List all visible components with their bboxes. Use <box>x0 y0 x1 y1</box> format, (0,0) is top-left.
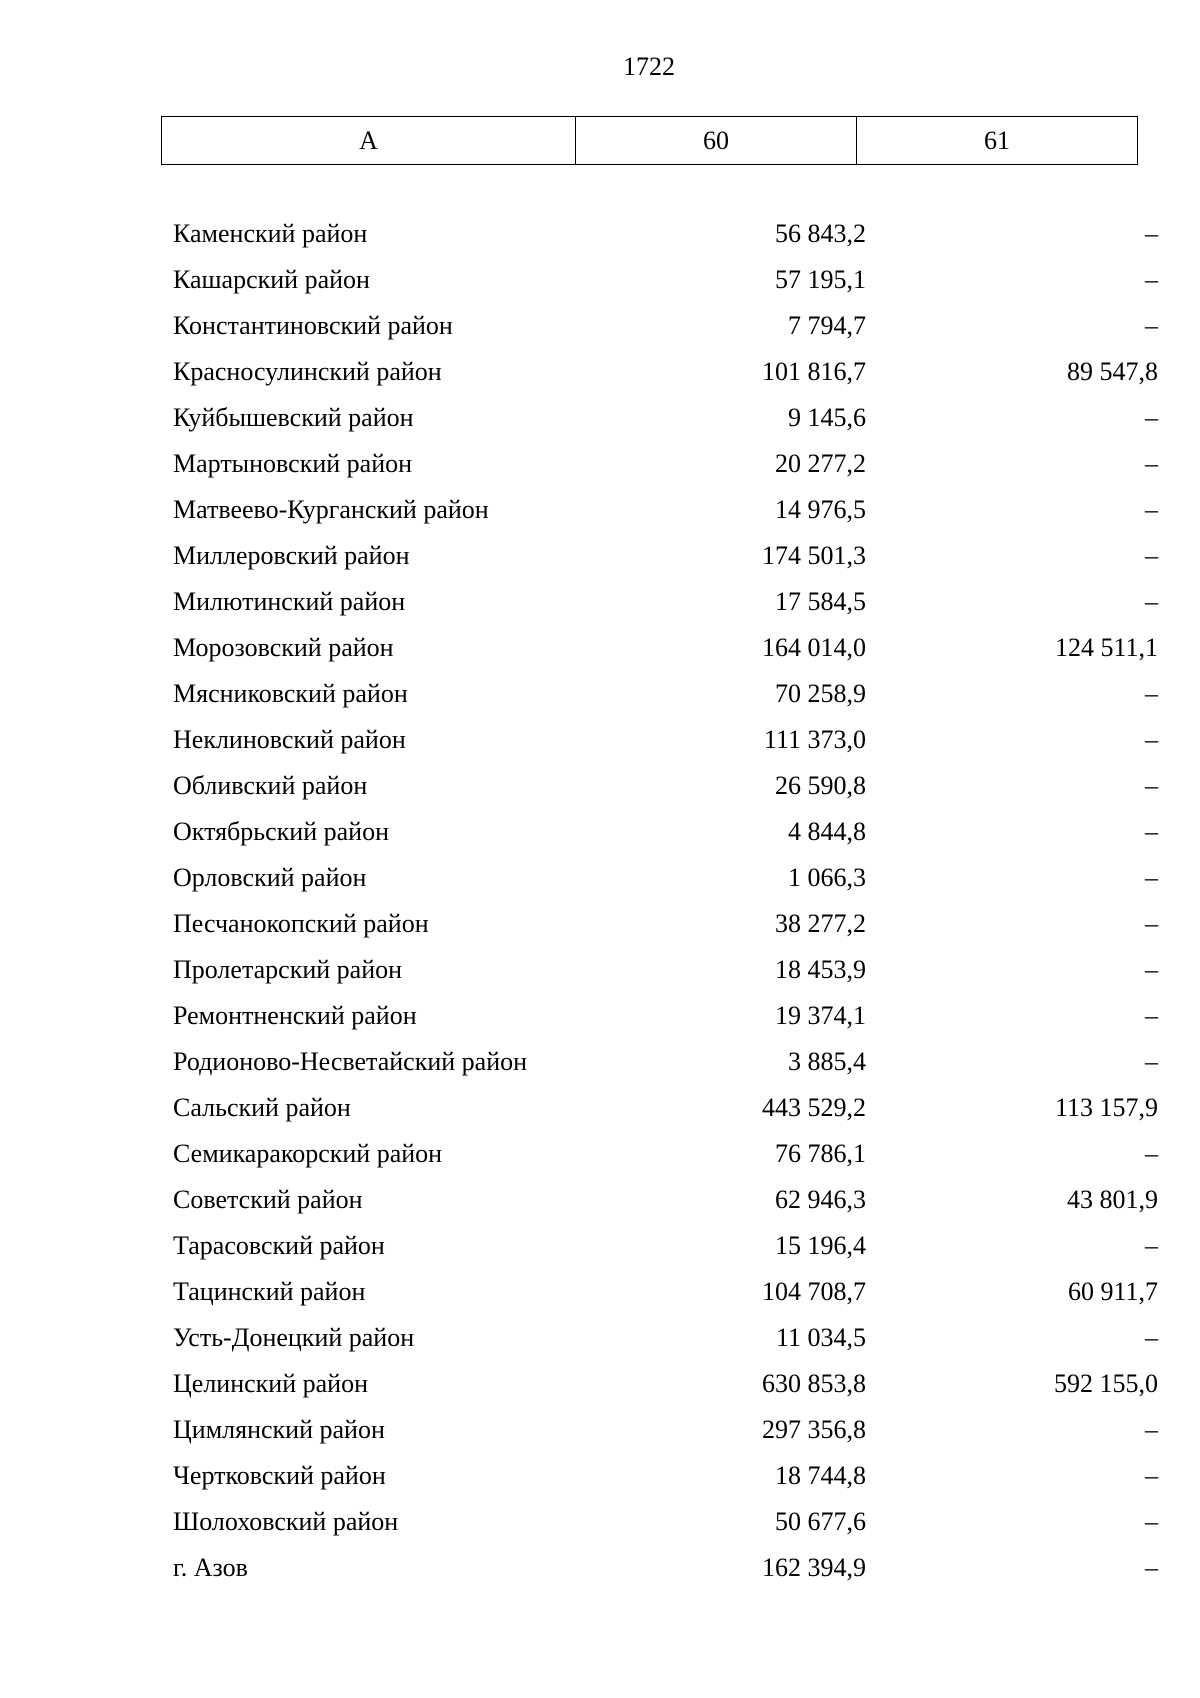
row-name-cell: Пролетарский район <box>173 955 403 984</box>
row-name-cell: Цимлянский район <box>173 1415 385 1444</box>
row-value-61-cell: – <box>1145 817 1158 846</box>
table-row <box>161 487 1170 533</box>
table-row <box>161 993 1170 1039</box>
table-row <box>161 1177 1170 1223</box>
data-table <box>161 211 1170 1591</box>
row-value-60-cell: 70 258,9 <box>775 679 866 708</box>
row-value-61-cell: 113 157,9 <box>1054 1093 1158 1122</box>
row-value-61-cell: 60 911,7 <box>1067 1277 1158 1306</box>
row-name-cell: г. Азов <box>173 1553 248 1582</box>
row-name-cell: Сальский район <box>173 1093 351 1122</box>
row-value-60-cell: 17 584,5 <box>775 587 866 616</box>
row-value-60-cell: 174 501,3 <box>762 541 866 570</box>
row-value-60-cell: 297 356,8 <box>762 1415 866 1444</box>
row-value-61-cell: – <box>1145 1507 1158 1536</box>
row-name-cell: Шолоховский район <box>173 1507 399 1536</box>
page-number: 1722 <box>623 52 675 81</box>
row-name-cell: Советский район <box>173 1185 363 1214</box>
row-value-60-cell: 19 374,1 <box>775 1001 866 1030</box>
table-row <box>161 625 1170 671</box>
table-row <box>161 257 1170 303</box>
row-value-60-cell: 57 195,1 <box>775 265 866 294</box>
table-row <box>161 1269 1170 1315</box>
row-name-cell: Константиновский район <box>173 311 453 340</box>
row-name-cell: Морозовский район <box>173 633 394 662</box>
table-row <box>161 671 1170 717</box>
row-name-cell: Мясниковский район <box>173 679 408 708</box>
table-row <box>161 855 1170 901</box>
row-value-61-cell: – <box>1145 955 1158 984</box>
row-value-60-cell: 4 844,8 <box>788 817 866 846</box>
row-name-cell: Семикаракорский район <box>173 1139 443 1168</box>
row-value-61-cell: – <box>1145 725 1158 754</box>
row-name-cell: Ремонтненский район <box>173 1001 417 1030</box>
table-row <box>161 1223 1170 1269</box>
column-header-row <box>162 117 1138 165</box>
table-row <box>161 717 1170 763</box>
row-value-61-cell: – <box>1145 771 1158 800</box>
row-value-61-cell: – <box>1145 219 1158 248</box>
row-value-61-cell: – <box>1145 541 1158 570</box>
row-name-cell: Тацинский район <box>173 1277 366 1306</box>
row-value-60-cell: 7 794,7 <box>788 311 866 340</box>
row-value-61-cell: – <box>1145 403 1158 432</box>
row-name-cell: Чертковский район <box>173 1461 386 1490</box>
row-value-60-cell: 56 843,2 <box>775 219 866 248</box>
table-row <box>161 441 1170 487</box>
row-value-60-cell: 162 394,9 <box>762 1553 866 1582</box>
row-name-cell: Милютинский район <box>173 587 406 616</box>
column-header-table <box>161 116 1138 165</box>
table-row <box>161 1039 1170 1085</box>
row-value-61-cell: – <box>1145 1461 1158 1490</box>
column-header-61: 61 <box>857 117 1138 165</box>
table-row <box>161 1499 1170 1545</box>
row-value-61-cell: – <box>1145 1415 1158 1444</box>
table-row <box>161 947 1170 993</box>
row-value-61-cell: 43 801,9 <box>1067 1185 1158 1214</box>
row-name-cell: Орловский район <box>173 863 367 892</box>
row-name-cell: Родионово-Несветайский район <box>173 1047 528 1076</box>
row-value-61-cell: – <box>1145 1323 1158 1352</box>
row-value-60-cell: 111 373,0 <box>763 725 866 754</box>
row-name-cell: Куйбышевский район <box>173 403 414 432</box>
row-value-60-cell: 14 976,5 <box>775 495 866 524</box>
row-value-61-cell: – <box>1145 679 1158 708</box>
row-value-61-cell: – <box>1145 909 1158 938</box>
row-value-60-cell: 50 677,6 <box>775 1507 866 1536</box>
table-row <box>161 1315 1170 1361</box>
row-name-cell: Каменский район <box>173 219 368 248</box>
table-row <box>161 1131 1170 1177</box>
row-value-61-cell: – <box>1145 587 1158 616</box>
row-value-61-cell: – <box>1145 449 1158 478</box>
row-value-61-cell: 592 155,0 <box>1054 1369 1158 1398</box>
row-name-cell: Обливский район <box>173 771 368 800</box>
row-value-61-cell: – <box>1145 311 1158 340</box>
table-row <box>161 349 1170 395</box>
row-value-60-cell: 443 529,2 <box>762 1093 866 1122</box>
row-value-60-cell: 1 066,3 <box>788 863 866 892</box>
row-value-61-cell: – <box>1145 1553 1158 1582</box>
table-row <box>161 1453 1170 1499</box>
row-value-60-cell: 104 708,7 <box>762 1277 866 1306</box>
table-row <box>161 1085 1170 1131</box>
row-value-60-cell: 20 277,2 <box>775 449 866 478</box>
table-row <box>161 579 1170 625</box>
row-value-60-cell: 11 034,5 <box>775 1323 866 1352</box>
row-value-61-cell: 89 547,8 <box>1067 357 1158 386</box>
row-value-61-cell: – <box>1145 1139 1158 1168</box>
table-row <box>161 533 1170 579</box>
row-value-61-cell: – <box>1145 1001 1158 1030</box>
table-row <box>161 211 1170 257</box>
row-value-60-cell: 15 196,4 <box>775 1231 866 1260</box>
data-table-body <box>161 211 1170 1591</box>
row-value-60-cell: 630 853,8 <box>762 1369 866 1398</box>
table-row <box>161 1545 1170 1591</box>
row-name-cell: Октябрьский район <box>173 817 389 846</box>
row-name-cell: Целинский район <box>173 1369 368 1398</box>
row-value-61-cell: – <box>1145 265 1158 294</box>
row-value-60-cell: 101 816,7 <box>762 357 866 386</box>
row-value-60-cell: 3 885,4 <box>788 1047 866 1076</box>
row-value-61-cell: 124 511,1 <box>1054 633 1158 662</box>
row-name-cell: Матвеево-Курганский район <box>173 495 489 524</box>
row-name-cell: Тарасовский район <box>173 1231 385 1260</box>
row-value-61-cell: – <box>1145 1231 1158 1260</box>
row-name-cell: Миллеровский район <box>173 541 410 570</box>
row-name-cell: Мартыновский район <box>173 449 413 478</box>
row-value-60-cell: 76 786,1 <box>775 1139 866 1168</box>
row-name-cell: Красносулинский район <box>173 357 442 386</box>
row-value-60-cell: 38 277,2 <box>775 909 866 938</box>
row-value-60-cell: 9 145,6 <box>788 403 866 432</box>
row-value-61-cell: – <box>1145 1047 1158 1076</box>
column-header-a: А <box>162 117 576 165</box>
column-header-60: 60 <box>576 117 857 165</box>
row-name-cell: Неклиновский район <box>173 725 406 754</box>
table-row <box>161 901 1170 947</box>
row-name-cell: Кашарский район <box>173 265 370 294</box>
row-value-61-cell: – <box>1145 495 1158 524</box>
row-value-60-cell: 18 744,8 <box>775 1461 866 1490</box>
row-name-cell: Песчанокопский район <box>173 909 429 938</box>
row-name-cell: Усть-Донецкий район <box>173 1323 415 1352</box>
row-value-60-cell: 164 014,0 <box>762 633 866 662</box>
table-row <box>161 1407 1170 1453</box>
row-value-60-cell: 18 453,9 <box>775 955 866 984</box>
row-value-60-cell: 26 590,8 <box>775 771 866 800</box>
row-value-60-cell: 62 946,3 <box>775 1185 866 1214</box>
table-row <box>161 763 1170 809</box>
table-row <box>161 1361 1170 1407</box>
row-value-61-cell: – <box>1145 863 1158 892</box>
table-row <box>161 809 1170 855</box>
table-row <box>161 303 1170 349</box>
table-row <box>161 395 1170 441</box>
